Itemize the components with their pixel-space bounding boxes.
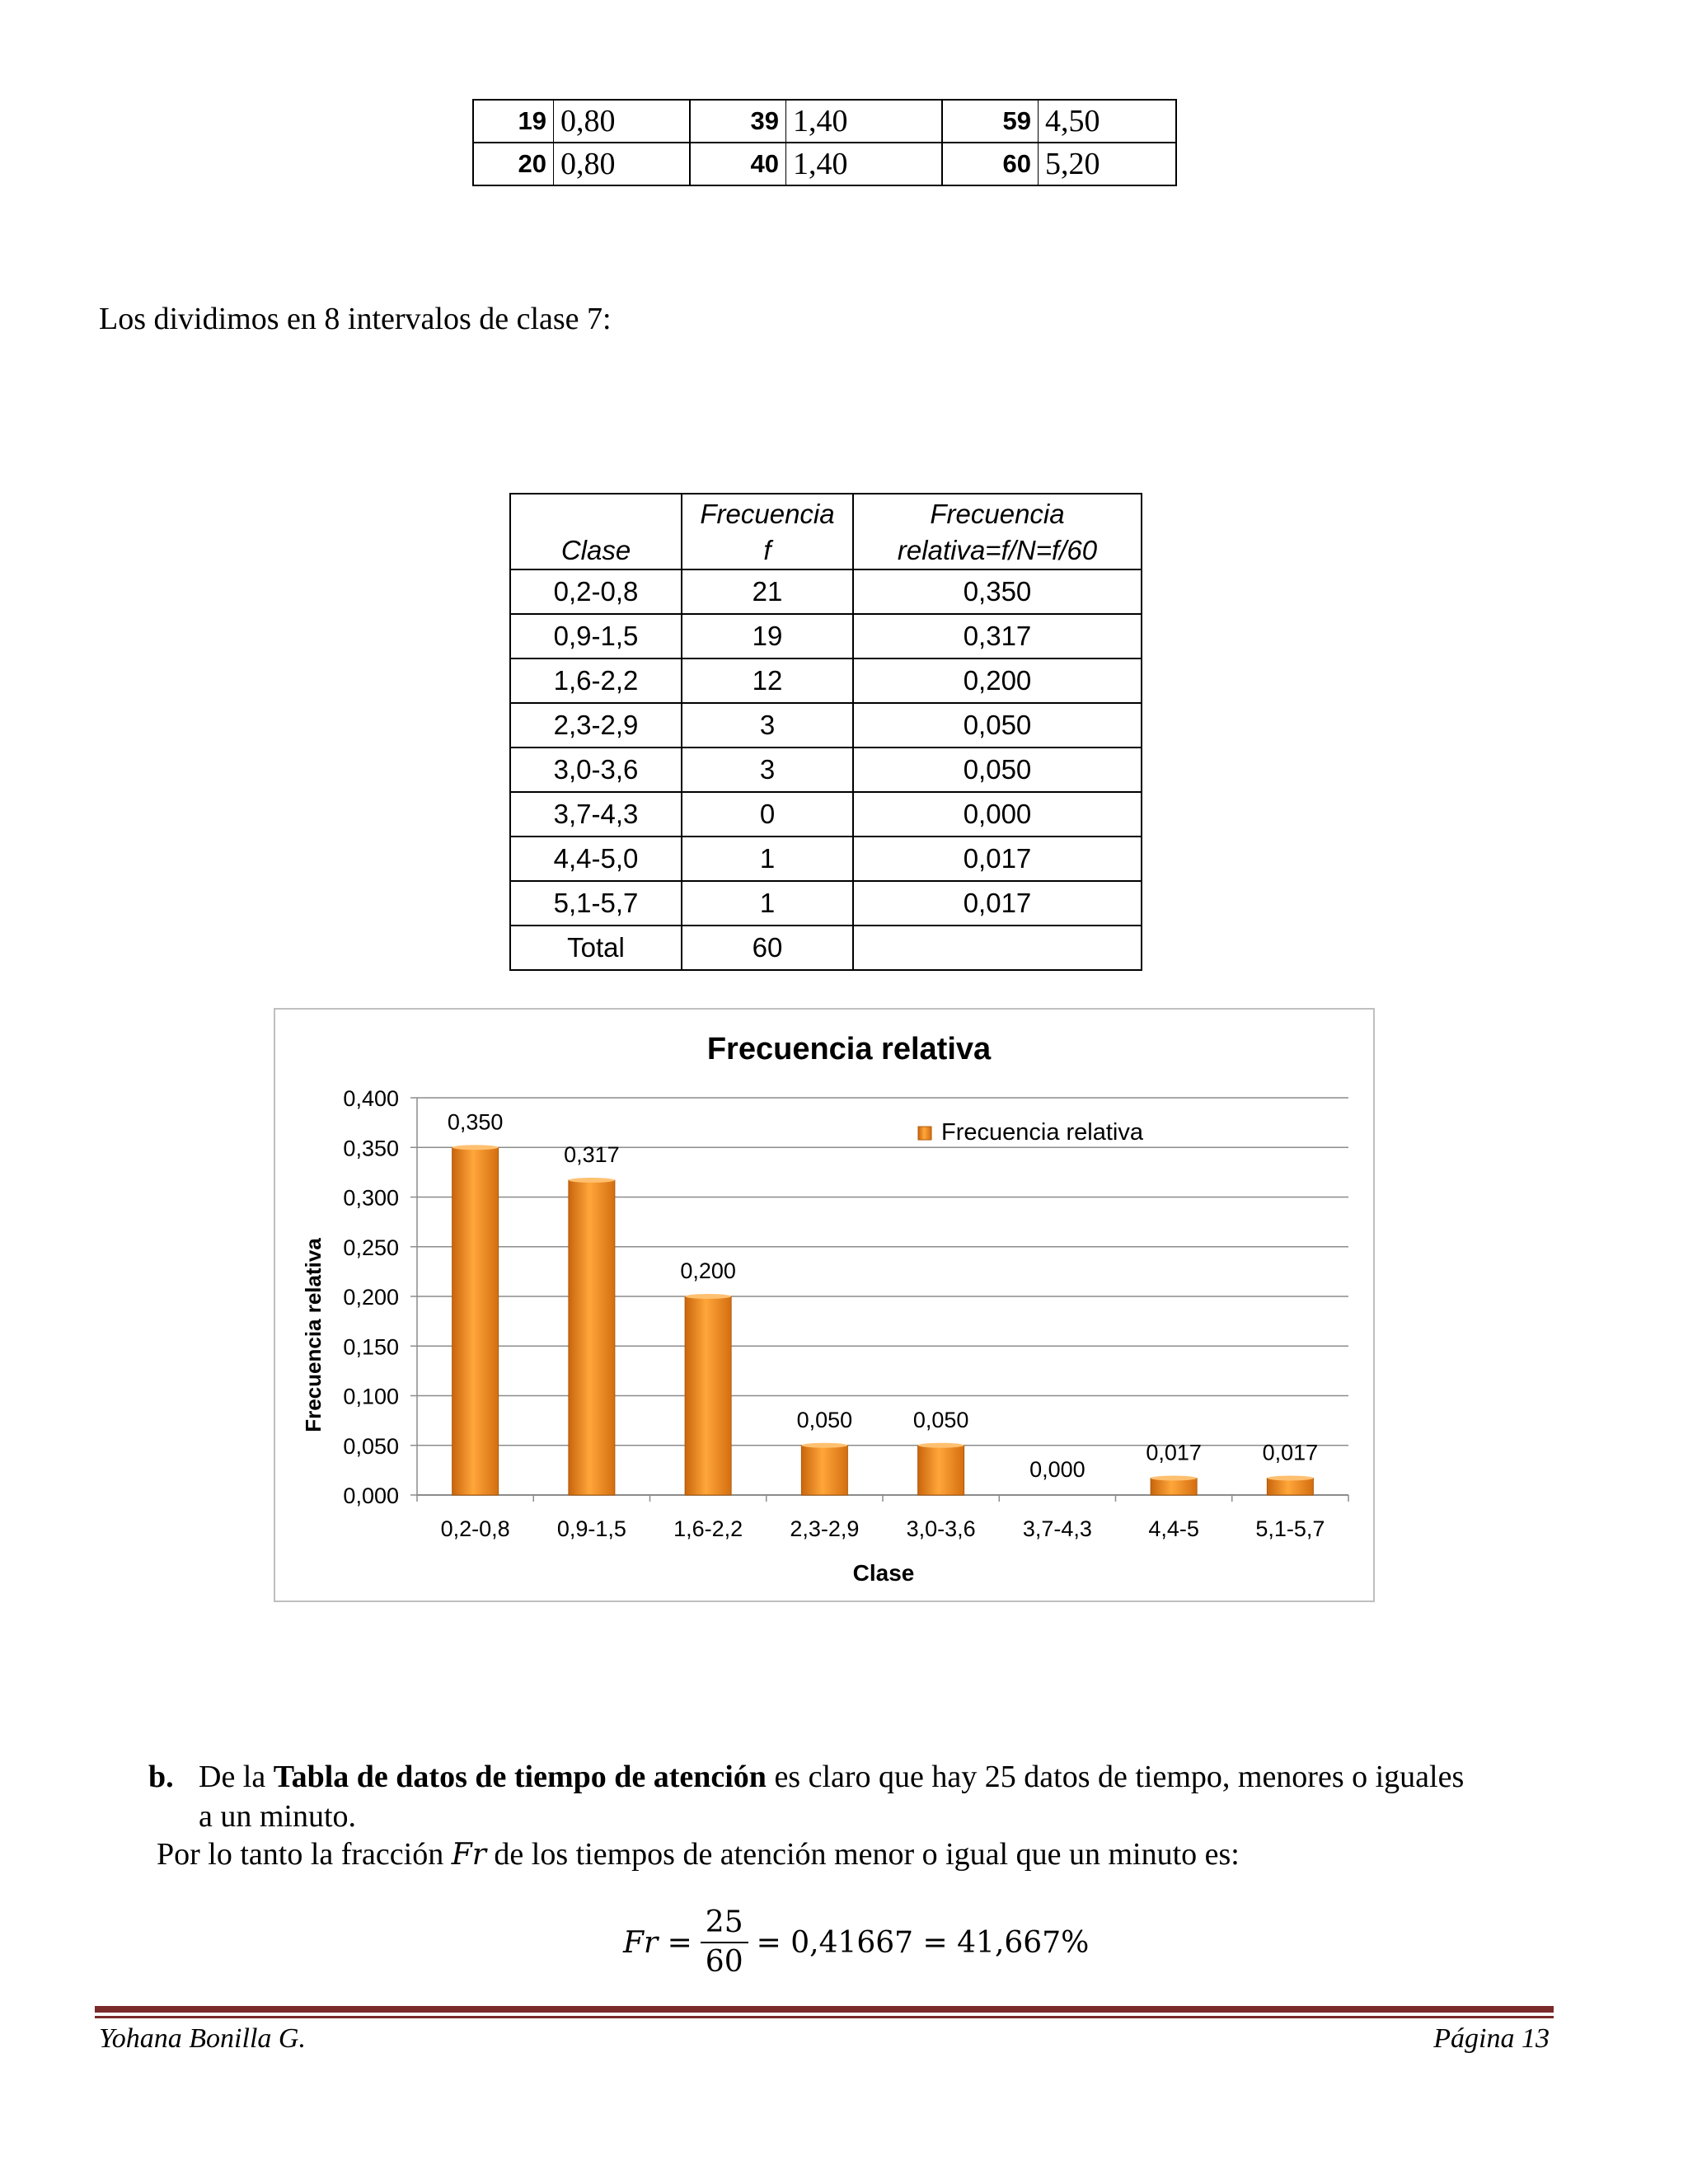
bar bbox=[569, 1180, 615, 1495]
cell-rel: 0,050 bbox=[853, 748, 1142, 792]
row-value: 4,50 bbox=[1039, 100, 1177, 143]
cell-f: 19 bbox=[682, 614, 853, 658]
legend-label: Frecuencia relativa bbox=[941, 1119, 1143, 1146]
table-row bbox=[510, 881, 1142, 926]
footer-author: Yohana Bonilla G. bbox=[99, 2023, 306, 2054]
cell-clase: 0,2-0,8 bbox=[510, 569, 682, 614]
cell-f: 3 bbox=[682, 748, 853, 792]
table-row bbox=[510, 837, 1142, 881]
bar-cap bbox=[1267, 1476, 1313, 1481]
text-segment: a un minuto. bbox=[199, 1799, 357, 1834]
bar bbox=[801, 1446, 847, 1495]
cell-f: 21 bbox=[682, 569, 853, 614]
cell-rel: 0,317 bbox=[853, 614, 1142, 658]
formula bbox=[623, 1904, 1089, 1981]
cell-rel: 0,017 bbox=[853, 881, 1142, 926]
data-label: 0,000 bbox=[1029, 1457, 1085, 1482]
math-variable: Fr bbox=[451, 1838, 486, 1872]
bar-cap bbox=[685, 1294, 731, 1299]
x-tick-label: 2,3-2,9 bbox=[790, 1516, 860, 1541]
data-label: 0,200 bbox=[680, 1258, 736, 1283]
cell-rel: 0,350 bbox=[853, 569, 1142, 614]
table-total-row bbox=[510, 926, 1142, 970]
bar-cap bbox=[569, 1178, 615, 1183]
intro-text: Los dividimos en 8 intervalos de clase 7: bbox=[99, 302, 612, 336]
row-value: 1,40 bbox=[786, 143, 943, 185]
y-axis bbox=[343, 1086, 417, 1508]
y-tick-label: 0,150 bbox=[343, 1334, 399, 1360]
cell-clase: 3,7-4,3 bbox=[510, 792, 682, 837]
text-segment: Por lo tanto la fracción bbox=[157, 1837, 452, 1872]
y-tick-label: 0,250 bbox=[343, 1235, 399, 1260]
frequency-table bbox=[509, 493, 1142, 971]
y-tick-label: 0,300 bbox=[343, 1185, 399, 1211]
footer-page-number: Página 13 bbox=[1433, 2023, 1550, 2054]
header-clase: Clase bbox=[510, 494, 682, 569]
x-axis-label: Clase bbox=[852, 1560, 915, 1586]
row-index: 60 bbox=[942, 143, 1039, 185]
fraction-denominator: 60 bbox=[705, 1945, 743, 1979]
y-tick-label: 0,350 bbox=[343, 1136, 399, 1161]
table-row bbox=[510, 658, 1142, 703]
cell-rel: 0,000 bbox=[853, 792, 1142, 837]
legend-swatch bbox=[918, 1127, 931, 1140]
cell-clase: 5,1-5,7 bbox=[510, 881, 682, 926]
formula-lhs: Fr = bbox=[623, 1925, 692, 1960]
part-b-line-2 bbox=[157, 1835, 1240, 1875]
bar bbox=[918, 1446, 964, 1495]
header-frecuencia bbox=[682, 494, 853, 569]
cell-empty bbox=[853, 926, 1142, 970]
table-row bbox=[510, 703, 1142, 748]
cell-clase: 1,6-2,2 bbox=[510, 658, 682, 703]
text-segment: De la bbox=[199, 1760, 274, 1794]
chart-legend bbox=[918, 1119, 1144, 1146]
bar bbox=[1151, 1479, 1197, 1495]
row-value: 0,80 bbox=[554, 143, 691, 185]
text-segment: de los tiempos de atención menor o igual que un minuto es: bbox=[485, 1837, 1240, 1872]
table-row bbox=[473, 143, 1176, 185]
bar-cap bbox=[1151, 1476, 1197, 1481]
cell-f: 0 bbox=[682, 792, 853, 837]
y-tick-label: 0,000 bbox=[343, 1483, 399, 1508]
bar-cap bbox=[452, 1145, 499, 1150]
bar bbox=[452, 1147, 499, 1495]
marker: b. bbox=[148, 1760, 174, 1794]
y-tick-label: 0,100 bbox=[343, 1384, 399, 1409]
y-axis-label: Frecuencia relativa bbox=[301, 1238, 326, 1432]
x-tick-label: 3,0-3,6 bbox=[906, 1516, 976, 1541]
x-tick-label: 0,9-1,5 bbox=[556, 1516, 626, 1541]
table-row bbox=[510, 748, 1142, 792]
row-index: 59 bbox=[942, 100, 1039, 143]
table-header-row bbox=[510, 494, 1142, 569]
chart-title: Frecuencia relativa bbox=[706, 1032, 992, 1066]
footer-rule-thin bbox=[95, 2016, 1554, 2018]
bar bbox=[685, 1296, 731, 1495]
data-label: 0,017 bbox=[1146, 1440, 1202, 1465]
row-value: 5,20 bbox=[1039, 143, 1177, 185]
data-label: 0,050 bbox=[912, 1407, 969, 1432]
cell-clase: 3,0-3,6 bbox=[510, 748, 682, 792]
y-tick-label: 0,050 bbox=[343, 1433, 399, 1459]
data-label: 0,017 bbox=[1262, 1440, 1319, 1465]
table-row bbox=[510, 614, 1142, 658]
y-tick-label: 0,200 bbox=[343, 1285, 399, 1310]
cell-rel: 0,017 bbox=[853, 837, 1142, 881]
data-label: 0,317 bbox=[564, 1142, 620, 1168]
data-table bbox=[472, 99, 1177, 186]
header-relativa bbox=[853, 494, 1142, 569]
x-tick-label: 1,6-2,2 bbox=[673, 1516, 743, 1541]
cell-rel: 0,050 bbox=[853, 703, 1142, 748]
data-label: 0,050 bbox=[796, 1407, 853, 1432]
fraction bbox=[701, 1904, 748, 1981]
bar-chart bbox=[275, 1010, 1373, 1601]
header-relativa-line1: Frecuencia bbox=[930, 499, 1065, 529]
table-row bbox=[473, 100, 1176, 143]
bar bbox=[1267, 1479, 1313, 1495]
footer-rule bbox=[95, 2006, 1554, 2013]
x-tick-label: 4,4-5 bbox=[1148, 1516, 1199, 1541]
cell-clase: 4,4-5,0 bbox=[510, 837, 682, 881]
table-row bbox=[510, 569, 1142, 614]
cell-f: 1 bbox=[682, 881, 853, 926]
chart-frame bbox=[274, 1008, 1375, 1602]
fraction-numerator: 25 bbox=[701, 1904, 748, 1943]
cell-clase: 0,9-1,5 bbox=[510, 614, 682, 658]
cell-rel: 0,200 bbox=[853, 658, 1142, 703]
x-tick-label: 0,2-0,8 bbox=[440, 1516, 510, 1541]
header-frecuencia-line2: f bbox=[763, 535, 771, 565]
cell-f: 12 bbox=[682, 658, 853, 703]
y-tick-label: 0,400 bbox=[343, 1086, 399, 1111]
x-tick-label: 3,7-4,3 bbox=[1022, 1516, 1092, 1541]
cell-f: 1 bbox=[682, 837, 853, 881]
chart-gridlines bbox=[417, 1098, 1348, 1495]
header-frecuencia-line1: Frecuencia bbox=[700, 499, 835, 529]
row-index: 40 bbox=[690, 143, 786, 185]
row-index: 19 bbox=[473, 100, 554, 143]
data-label: 0,350 bbox=[447, 1109, 504, 1135]
x-tick-label: 5,1-5,7 bbox=[1255, 1516, 1325, 1541]
formula-rhs: = 0,41667 = 41,667% bbox=[756, 1925, 1090, 1960]
cell-f: 3 bbox=[682, 703, 853, 748]
part-b-paragraph bbox=[199, 1757, 1567, 1836]
x-axis bbox=[417, 1495, 1348, 1541]
bar-cap bbox=[918, 1443, 964, 1448]
row-index: 20 bbox=[473, 143, 554, 185]
row-value: 1,40 bbox=[786, 100, 943, 143]
table-row bbox=[510, 792, 1142, 837]
row-value: 0,80 bbox=[554, 100, 691, 143]
cell-total-label: Total bbox=[510, 926, 682, 970]
row-index: 39 bbox=[690, 100, 786, 143]
text-segment: es claro que hay 25 datos de tiempo, menores o iguales bbox=[766, 1760, 1465, 1794]
bar-cap bbox=[801, 1443, 847, 1448]
header-relativa-line2: relativa=f/N=f/60 bbox=[897, 535, 1098, 565]
cell-clase: 2,3-2,9 bbox=[510, 703, 682, 748]
list-marker-b bbox=[148, 1757, 174, 1797]
text-bold: Tabla de datos de tiempo de atención bbox=[273, 1760, 767, 1794]
cell-total-f: 60 bbox=[682, 926, 853, 970]
